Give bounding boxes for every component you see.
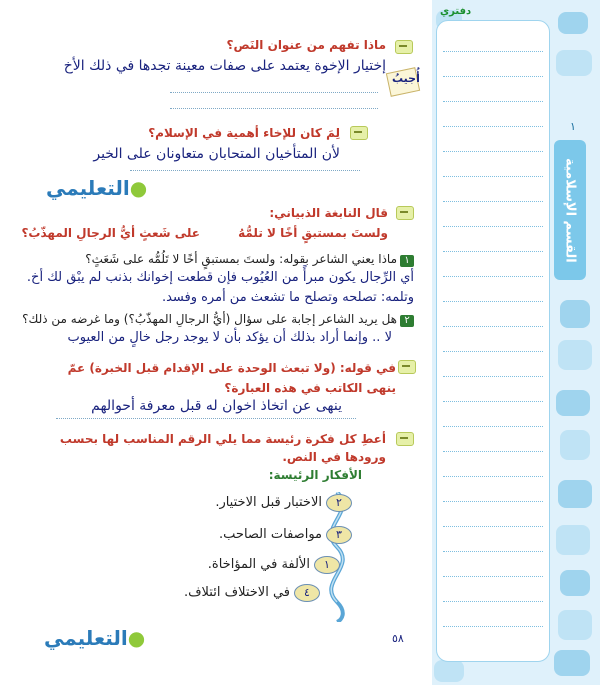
answer-line xyxy=(170,92,378,93)
question-4: في قوله: (ولا تبعث الوحدة على الإقدام قبل الخبرة) عمّ ينهى الكاتب في هذه العبارة؟ xyxy=(67,361,396,395)
poem-intro: قال النابغة الذبياني: xyxy=(269,206,388,220)
answer-3a: أي الرِّجال يكون مبرأً من العُيُوب فإن قطعت إخوانك بذنب لم يبْق لك أخ. xyxy=(26,270,414,285)
idea-item: ٤في الاختلاف ائتلاف. xyxy=(184,584,320,602)
pencil-note-icon xyxy=(395,40,413,54)
verse-right: ولستَ بمستبقٍ أخًا لا تلمُّهُ xyxy=(238,226,388,240)
answer-3c: لا .. وإنما أراد بذلك أن يؤكد بأن لا يوجد رجل خالٍ من العيوب xyxy=(67,330,392,345)
pencil-note-icon xyxy=(350,126,368,140)
note-line xyxy=(443,76,543,77)
note-line xyxy=(443,576,543,577)
note-line xyxy=(443,126,543,127)
page-number: ٥٨ xyxy=(392,632,404,645)
verse-left: على شَعثٍ أيُّ الرجالِ المهذّبُ؟ xyxy=(21,226,200,240)
answer-4: ينهى عن اتخاذ اخوان له قبل معرفة أحوالهم xyxy=(91,398,342,414)
note-line xyxy=(443,501,543,502)
note-line xyxy=(443,301,543,302)
note-line xyxy=(443,376,543,377)
pencil-note-icon xyxy=(398,360,416,374)
notes-panel xyxy=(436,20,550,662)
number-badge: ٢ xyxy=(400,315,414,327)
side-number: ١ xyxy=(570,120,576,133)
note-line xyxy=(443,326,543,327)
sub-question-2: ٢هل يريد الشاعر إجابة على سؤال (أيُّ الرجالِ المهذّبُ؟) وما غرضه من ذلك؟ xyxy=(2,312,414,327)
note-line xyxy=(443,551,543,552)
sub-question-1: ١ماذا يعني الشاعر بقوله: ولستَ بمستبقٍ أخًا لا تَلُمُّه على شَعَثٍ؟ xyxy=(2,252,414,267)
note-line xyxy=(443,426,543,427)
note-line xyxy=(443,351,543,352)
section-title: القسم الإسلامية xyxy=(562,157,578,263)
notebook-label: دفتري xyxy=(440,6,472,17)
note-line xyxy=(443,601,543,602)
idea-item: ١الألفة في المؤاخاة. xyxy=(208,556,340,574)
answer-1: إختيار الإخوة يعتمد على صفات معينة تجدها في ذلك الأخ xyxy=(63,58,386,74)
section-band xyxy=(554,140,586,280)
idea-item: ٣مواصفات الصاحب. xyxy=(219,526,352,544)
site-logo: التعليمي● xyxy=(46,176,148,200)
note-line xyxy=(443,476,543,477)
note-line xyxy=(443,226,543,227)
note-line xyxy=(443,526,543,527)
answer-tag: أُجيبُ xyxy=(392,72,420,85)
note-line xyxy=(443,101,543,102)
note-line xyxy=(443,451,543,452)
note-line xyxy=(443,151,543,152)
answer-line xyxy=(130,170,360,171)
note-line xyxy=(443,176,543,177)
answer-line xyxy=(56,418,356,419)
note-line xyxy=(443,276,543,277)
answer-line xyxy=(170,108,378,109)
idea-item: ٢الاختبار قبل الاختيار. xyxy=(215,494,352,512)
pencil-note-icon xyxy=(396,432,414,446)
note-line xyxy=(443,401,543,402)
site-logo: التعليمي● xyxy=(44,626,146,650)
number-badge: ١ xyxy=(400,255,414,267)
answer-2: لأن المتأخيان المتحابان متعاونان على الخير xyxy=(93,146,340,162)
note-line xyxy=(443,251,543,252)
note-line xyxy=(443,51,543,52)
question-5: أعطِ كل فكرة رئيسة مما يلي الرقم المناسب لها بحسب ورودها في النص. xyxy=(59,432,386,464)
pencil-note-icon xyxy=(396,206,414,220)
answer-3b: وتلمه: تصلحه وتصلح ما تشعث من أمره وفسد. xyxy=(161,290,414,305)
note-line xyxy=(443,626,543,627)
question-1: ماذا تفهم من عنوان النَص؟ xyxy=(226,38,386,52)
ideas-title: الأفكار الرئيسة: xyxy=(268,468,362,482)
question-2: لِمَ كان للإخاء أهمية في الإسلام؟ xyxy=(148,126,340,140)
note-line xyxy=(443,201,543,202)
